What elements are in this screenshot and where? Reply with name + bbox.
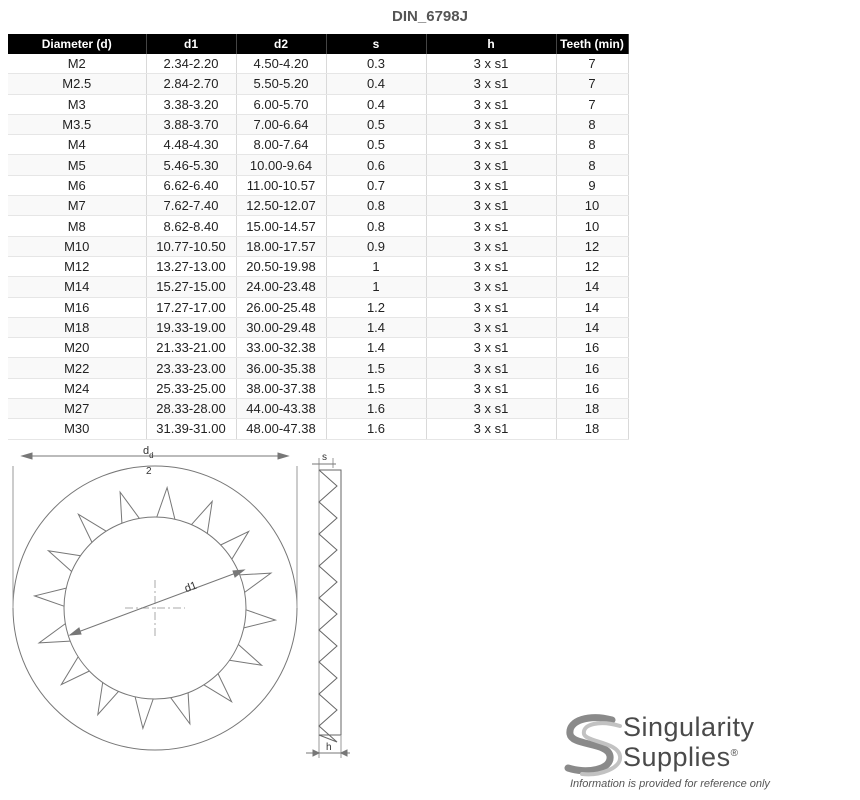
table-cell: 15.27-15.00 [146, 277, 236, 297]
table-cell: M24 [8, 378, 146, 398]
table-cell: 20.50-19.98 [236, 256, 326, 276]
table-cell: 8 [556, 114, 628, 134]
table-row [8, 297, 628, 317]
table-cell: 10.77-10.50 [146, 236, 236, 256]
table-row [8, 196, 628, 216]
table-cell: M14 [8, 277, 146, 297]
table-header-row [8, 34, 628, 54]
table-cell: 33.00-32.38 [236, 338, 326, 358]
table-cell: 3 x s1 [426, 114, 556, 134]
table-cell: 3 x s1 [426, 419, 556, 439]
table-cell: 25.33-25.00 [146, 378, 236, 398]
table-cell: M10 [8, 236, 146, 256]
table-cell: 18 [556, 399, 628, 419]
table-cell: 4.50-4.20 [236, 54, 326, 74]
table-cell: 3 x s1 [426, 378, 556, 398]
table-cell: 6.00-5.70 [236, 94, 326, 114]
table-cell: M30 [8, 419, 146, 439]
table-cell: M2 [8, 54, 146, 74]
table-cell: 0.8 [326, 196, 426, 216]
washer-tooth [244, 610, 276, 628]
table-cell: 0.3 [326, 54, 426, 74]
table-cell: 1.5 [326, 358, 426, 378]
table-cell: 14 [556, 317, 628, 337]
singularity-supplies-logo [560, 712, 800, 796]
dimension-arrow-right [278, 453, 288, 459]
table-cell: 5.46-5.30 [146, 155, 236, 175]
table-cell: 3 x s1 [426, 216, 556, 236]
washer-front-view [13, 453, 297, 750]
table-cell: 7.62-7.40 [146, 196, 236, 216]
table-cell: 31.39-31.00 [146, 419, 236, 439]
table-cell: 21.33-21.00 [146, 338, 236, 358]
table-cell: 3 x s1 [426, 135, 556, 155]
logo-s-icon [560, 712, 630, 778]
page-title: DIN_6798J [392, 8, 468, 25]
table-cell: M18 [8, 317, 146, 337]
side-view-profile [319, 470, 341, 742]
table-cell: M22 [8, 358, 146, 378]
washer-tooth [157, 488, 175, 520]
inner-diameter-label: d1 [183, 579, 199, 596]
table-cell: 0.5 [326, 114, 426, 134]
table-cell: 7 [556, 74, 628, 94]
table-cell: 1.4 [326, 338, 426, 358]
logo-line-1: Singularity [623, 712, 755, 742]
table-cell: 3 x s1 [426, 196, 556, 216]
table-cell: 1 [326, 256, 426, 276]
table-cell: 1 [326, 277, 426, 297]
table-row [8, 94, 628, 114]
table-body [8, 54, 628, 439]
table-cell: M6 [8, 175, 146, 195]
table-cell: 16 [556, 378, 628, 398]
table-cell: 3 x s1 [426, 358, 556, 378]
washer-tooth [78, 514, 106, 542]
table-cell: 0.4 [326, 94, 426, 114]
dimension-arrow-left [22, 453, 32, 459]
column-header: h [426, 34, 556, 54]
table-cell: 1.5 [326, 378, 426, 398]
table-cell: 1.6 [326, 399, 426, 419]
column-header: Diameter (d) [8, 34, 146, 54]
table-cell: 3 x s1 [426, 155, 556, 175]
column-header: Teeth (min) [556, 34, 628, 54]
table-cell: 13.27-13.00 [146, 256, 236, 276]
table-cell: M4 [8, 135, 146, 155]
table-cell: M27 [8, 399, 146, 419]
table-cell: 8 [556, 155, 628, 175]
table-cell: 0.6 [326, 155, 426, 175]
outer-diameter-label: $d_d$ [143, 445, 154, 460]
table-cell: 44.00-43.38 [236, 399, 326, 419]
table-cell: 14 [556, 297, 628, 317]
table-row [8, 358, 628, 378]
table-cell: 3 x s1 [426, 338, 556, 358]
table-row [8, 114, 628, 134]
table-cell: 28.33-28.00 [146, 399, 236, 419]
washer-tooth [221, 531, 249, 559]
table-cell: 3 x s1 [426, 94, 556, 114]
outer-diameter-index-label: 2 [146, 466, 152, 477]
table-cell: 24.00-23.48 [236, 277, 326, 297]
table-cell: M12 [8, 256, 146, 276]
table-cell: 3 x s1 [426, 236, 556, 256]
table-cell: 26.00-25.48 [236, 297, 326, 317]
washer-tooth [192, 501, 213, 533]
table-cell: 18 [556, 419, 628, 439]
table-cell: 11.00-10.57 [236, 175, 326, 195]
table-cell: 7.00-6.64 [236, 114, 326, 134]
table-row [8, 74, 628, 94]
d1-arrow-end [233, 570, 244, 577]
table-cell: 3 x s1 [426, 277, 556, 297]
table-cell: M3.5 [8, 114, 146, 134]
table-cell: 3 x s1 [426, 317, 556, 337]
table-cell: 2.34-2.20 [146, 54, 236, 74]
table-cell: 2.84-2.70 [146, 74, 236, 94]
table-cell: 3.88-3.70 [146, 114, 236, 134]
table-cell: 1.6 [326, 419, 426, 439]
table-row [8, 155, 628, 175]
table-row [8, 317, 628, 337]
table-cell: 17.27-17.00 [146, 297, 236, 317]
table-cell: 0.9 [326, 236, 426, 256]
table-cell: M3 [8, 94, 146, 114]
washer-technical-drawing [0, 440, 420, 800]
table-cell: 14 [556, 277, 628, 297]
column-header: d1 [146, 34, 236, 54]
table-cell: 23.33-23.00 [146, 358, 236, 378]
table-row [8, 399, 628, 419]
table-cell: 1.4 [326, 317, 426, 337]
table-cell: 1.2 [326, 297, 426, 317]
table-row [8, 236, 628, 256]
table-row [8, 419, 628, 439]
washer-tooth [98, 682, 119, 714]
table-cell: M5 [8, 155, 146, 175]
table-cell: 10 [556, 216, 628, 236]
table-cell: 12.50-12.07 [236, 196, 326, 216]
table-cell: 12 [556, 236, 628, 256]
h-arrow-left [313, 750, 319, 756]
thickness-label: s [322, 452, 327, 463]
table-cell: 6.62-6.40 [146, 175, 236, 195]
table-cell: 18.00-17.57 [236, 236, 326, 256]
table-row [8, 54, 628, 74]
table-row [8, 277, 628, 297]
reference-note: Information is provided for reference only [570, 778, 770, 790]
table-row [8, 256, 628, 276]
table-cell: 38.00-37.38 [236, 378, 326, 398]
d1-arrow-start [70, 628, 81, 635]
table-cell: 10 [556, 196, 628, 216]
table-row [8, 338, 628, 358]
table-cell: 5.50-5.20 [236, 74, 326, 94]
table-cell: 7 [556, 94, 628, 114]
table-cell: 48.00-47.38 [236, 419, 326, 439]
table-cell: 3.38-3.20 [146, 94, 236, 114]
table-cell: 12 [556, 256, 628, 276]
table-cell: 3 x s1 [426, 54, 556, 74]
table-cell: 3 x s1 [426, 175, 556, 195]
logo-registered-mark: ® [730, 748, 739, 759]
table-cell: 3 x s1 [426, 297, 556, 317]
washer-side-view [306, 458, 350, 758]
washer-tooth [204, 674, 232, 702]
table-cell: 0.8 [326, 216, 426, 236]
logo-line-2 [623, 742, 738, 773]
table-cell: M16 [8, 297, 146, 317]
table-row [8, 216, 628, 236]
inner-diameter-dimension-line [70, 570, 244, 635]
table-row [8, 135, 628, 155]
table-cell: 15.00-14.57 [236, 216, 326, 236]
table-cell: 30.00-29.48 [236, 317, 326, 337]
table-cell: 36.00-35.38 [236, 358, 326, 378]
table-cell: 19.33-19.00 [146, 317, 236, 337]
logo-line-2-text: Supplies [623, 742, 731, 772]
table-cell: 4.48-4.30 [146, 135, 236, 155]
table-cell: 10.00-9.64 [236, 155, 326, 175]
specifications-table-wrap [8, 34, 624, 440]
table-cell: M20 [8, 338, 146, 358]
table-cell: 16 [556, 358, 628, 378]
table-cell: 8 [556, 135, 628, 155]
washer-tooth [229, 645, 261, 666]
table-cell: 3 x s1 [426, 256, 556, 276]
height-label: h [326, 742, 332, 753]
table-cell: 8.62-8.40 [146, 216, 236, 236]
table-cell: 3 x s1 [426, 399, 556, 419]
table-cell: 0.4 [326, 74, 426, 94]
washer-tooth [35, 588, 67, 606]
washer-tooth [135, 697, 153, 729]
h-arrow-right [341, 750, 347, 756]
specifications-table [8, 34, 629, 440]
column-header: s [326, 34, 426, 54]
table-cell: M7 [8, 196, 146, 216]
table-cell: 9 [556, 175, 628, 195]
table-row [8, 378, 628, 398]
table-cell: 8.00-7.64 [236, 135, 326, 155]
table-cell: 0.7 [326, 175, 426, 195]
table-cell: M2.5 [8, 74, 146, 94]
table-cell: 0.5 [326, 135, 426, 155]
washer-tooth [61, 657, 89, 685]
washer-tooth [48, 551, 80, 572]
table-cell: 7 [556, 54, 628, 74]
table-cell: 3 x s1 [426, 74, 556, 94]
table-row [8, 175, 628, 195]
column-header: d2 [236, 34, 326, 54]
table-cell: M8 [8, 216, 146, 236]
table-cell: 16 [556, 338, 628, 358]
